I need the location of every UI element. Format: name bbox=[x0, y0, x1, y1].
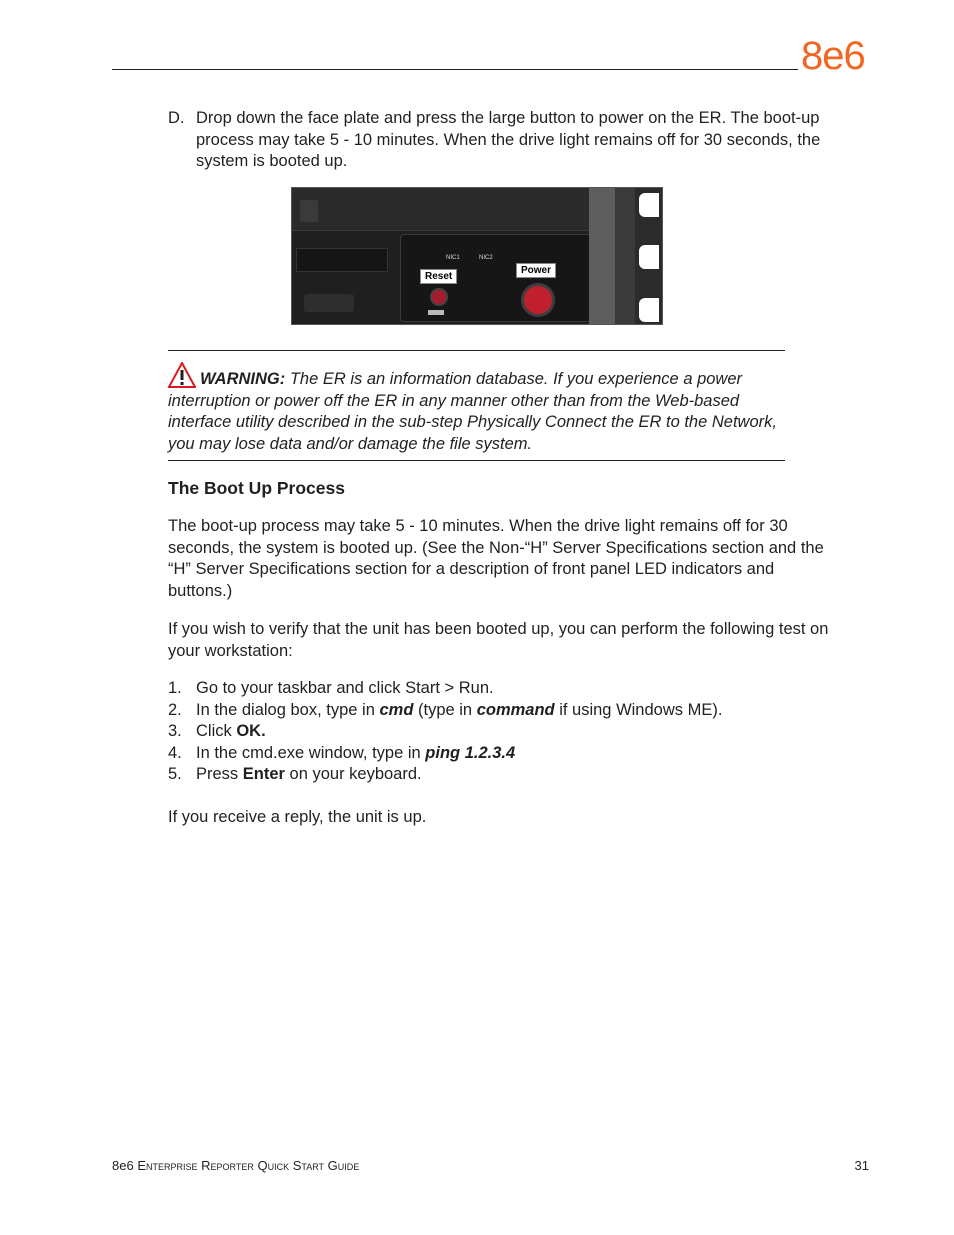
step-number: 3. bbox=[168, 722, 182, 741]
command-text: command bbox=[476, 700, 555, 719]
power-button bbox=[521, 283, 555, 317]
step-text: Click bbox=[196, 722, 237, 741]
warning-box bbox=[168, 362, 790, 455]
rack-hole bbox=[639, 298, 659, 322]
list-item bbox=[168, 743, 838, 765]
step-number: 4. bbox=[168, 743, 182, 762]
rack-rail bbox=[589, 188, 615, 325]
warning-top-rule bbox=[168, 350, 785, 351]
rack-hole bbox=[639, 245, 659, 269]
step-text: on your keyboard. bbox=[284, 765, 422, 784]
key-text: Enter bbox=[242, 765, 285, 784]
drive-bay-panel bbox=[292, 188, 592, 231]
logo: 8e6 bbox=[801, 34, 865, 78]
page-number: 31 bbox=[854, 1158, 869, 1173]
power-label: Power bbox=[516, 263, 556, 278]
button-text: OK. bbox=[236, 722, 266, 741]
server-front-panel-photo bbox=[291, 187, 663, 325]
section-heading: The Boot Up Process bbox=[168, 478, 345, 498]
step-text: (type in bbox=[413, 700, 477, 719]
step-number: 2. bbox=[168, 700, 182, 719]
command-text: ping 1.2.3.4 bbox=[425, 743, 516, 762]
nic1-label: NIC1 bbox=[446, 255, 460, 261]
drive-bay bbox=[300, 200, 318, 222]
footer-brand: 8e6 bbox=[112, 1158, 134, 1173]
drive-latch bbox=[304, 294, 354, 312]
boot-paragraph: The boot-up process may take 5 - 10 minutes. When the drive light remains off for 30 seconds, the system is booted up. (See the Non-“H” Server Specifications section and the “H” Server Specifications section for a description of front panel LED indicators and buttons.) bbox=[168, 517, 824, 600]
step-text: Go to your taskbar and click Start > Run. bbox=[196, 679, 494, 697]
optical-drive-slot bbox=[296, 248, 388, 272]
footer-title bbox=[112, 1158, 359, 1173]
reset-sticker bbox=[428, 310, 444, 315]
warning-label: WARNING: bbox=[200, 370, 286, 388]
step-d bbox=[168, 108, 848, 173]
step-d-text: Drop down the face plate and press the large button to power on the ER. The boot-up process may take 5 - 10 minutes. When the drive light remains off for 30 seconds, the system is booted up. bbox=[196, 109, 821, 171]
reset-button bbox=[430, 288, 448, 306]
verification-steps bbox=[168, 678, 838, 786]
verify-paragraph: If you wish to verify that the unit has been booted up, you can perform the following test on your workstation: bbox=[168, 620, 829, 660]
list-item bbox=[168, 700, 838, 722]
reset-label: Reset bbox=[420, 269, 457, 284]
step-d-marker: D. bbox=[168, 109, 185, 127]
list-item bbox=[168, 764, 838, 786]
command-text: cmd bbox=[379, 700, 414, 719]
step-text: In the dialog box, type in bbox=[196, 700, 380, 719]
rack-rail-shadow bbox=[615, 188, 635, 325]
step-number: 1. bbox=[168, 679, 182, 697]
step-text: In the cmd.exe window, type in bbox=[196, 743, 426, 762]
step-number: 5. bbox=[168, 765, 182, 784]
footer-guide-title: Enterprise Reporter Quick Start Guide bbox=[137, 1158, 360, 1173]
nic2-label: NIC2 bbox=[479, 255, 493, 261]
step-text: if using Windows ME). bbox=[554, 700, 723, 719]
step-text: Press bbox=[196, 765, 243, 784]
warning-bottom-rule bbox=[168, 460, 785, 461]
list-item bbox=[168, 721, 838, 743]
warning-triangle-icon bbox=[168, 362, 196, 388]
rack-hole bbox=[639, 193, 659, 217]
list-item bbox=[168, 678, 838, 700]
header-rule bbox=[112, 69, 798, 70]
warning-text: The ER is an information database. If you experience a power interruption or power off the ER in any manner other than from the Web-based interface utility described in the sub-step Physically Connect the ER to the Network, you may lose data and/or damage the file system. bbox=[168, 370, 777, 453]
reply-paragraph: If you receive a reply, the unit is up. bbox=[168, 808, 427, 826]
